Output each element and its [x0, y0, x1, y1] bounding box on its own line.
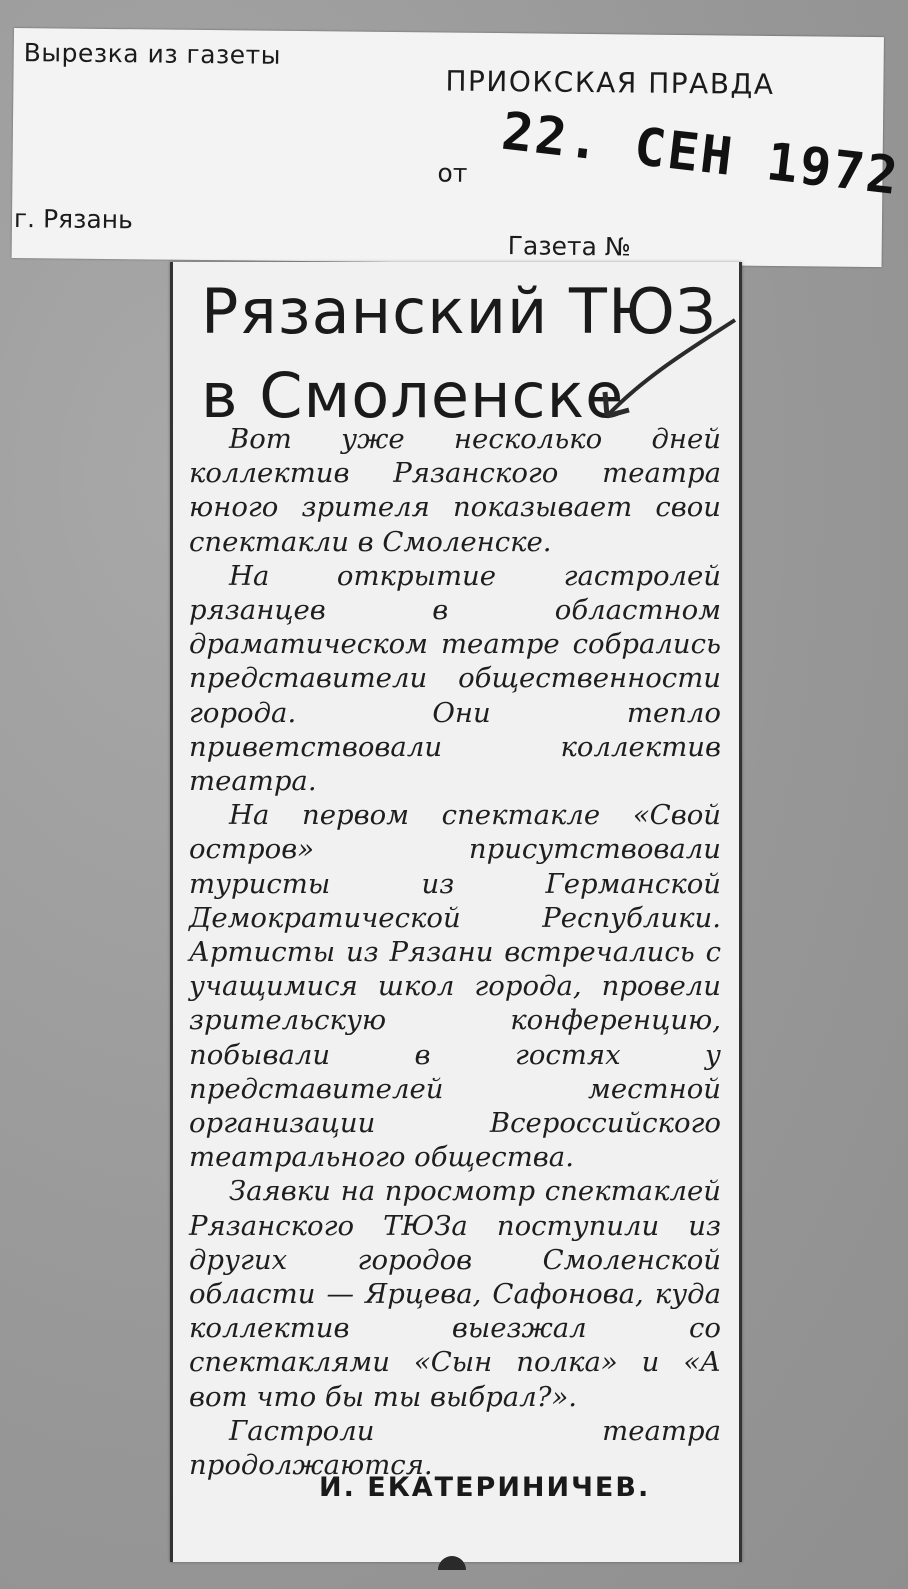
article-paragraph: На первом спектакле «Свой остров» присутствовали туристы из Германской Демократической Республики. Артисты из Рязани встречались с учащимися школ города, провели зрительскую конференцию, побывали в гостях у представителей местной организации Всероссийского театрального общества.	[189, 799, 721, 1174]
clipping-source-label: Вырезка из газеты	[23, 38, 282, 70]
clipping-label	[12, 28, 903, 267]
newspaper-name: ПРИОКСКАЯ ПРАВДА	[445, 64, 775, 101]
article-paragraph: Вот уже несколько дней коллектив Рязанского театра юного зрителя показывает свои спектакли в Смоленске.	[189, 423, 721, 558]
article-headline: Рязанский ТЮЗ в Смоленске	[201, 275, 717, 432]
article-body	[189, 422, 721, 1482]
city-label: г. Рязань	[13, 204, 133, 235]
article-paragraph: На открытие гастролей рязанцев в областном драматическом театре собрались представители общественности города. Они тепло приветствовали коллектив театра.	[189, 559, 721, 798]
article-paragraph: Заявки на просмотр спектаклей Рязанского ТЮЗа поступили из других городов Смоленской области — Ярцева, Сафонова, куда коллектив выезжал со спектаклями «Сын полка» и «А вот что бы ты выбрал?».	[189, 1175, 721, 1413]
issue-number-label: Газета №	[507, 231, 631, 262]
pencil-arrow-icon	[585, 316, 745, 436]
date-stamp: 22. СЕН 1972	[498, 101, 903, 208]
article-paragraph: Гастроли театра продолжаются.	[189, 1414, 721, 1482]
article-author: И. ЕКАТЕРИНИЧЕВ.	[319, 1472, 651, 1503]
article-clipping	[170, 262, 742, 1562]
date-prefix: от	[437, 158, 468, 188]
